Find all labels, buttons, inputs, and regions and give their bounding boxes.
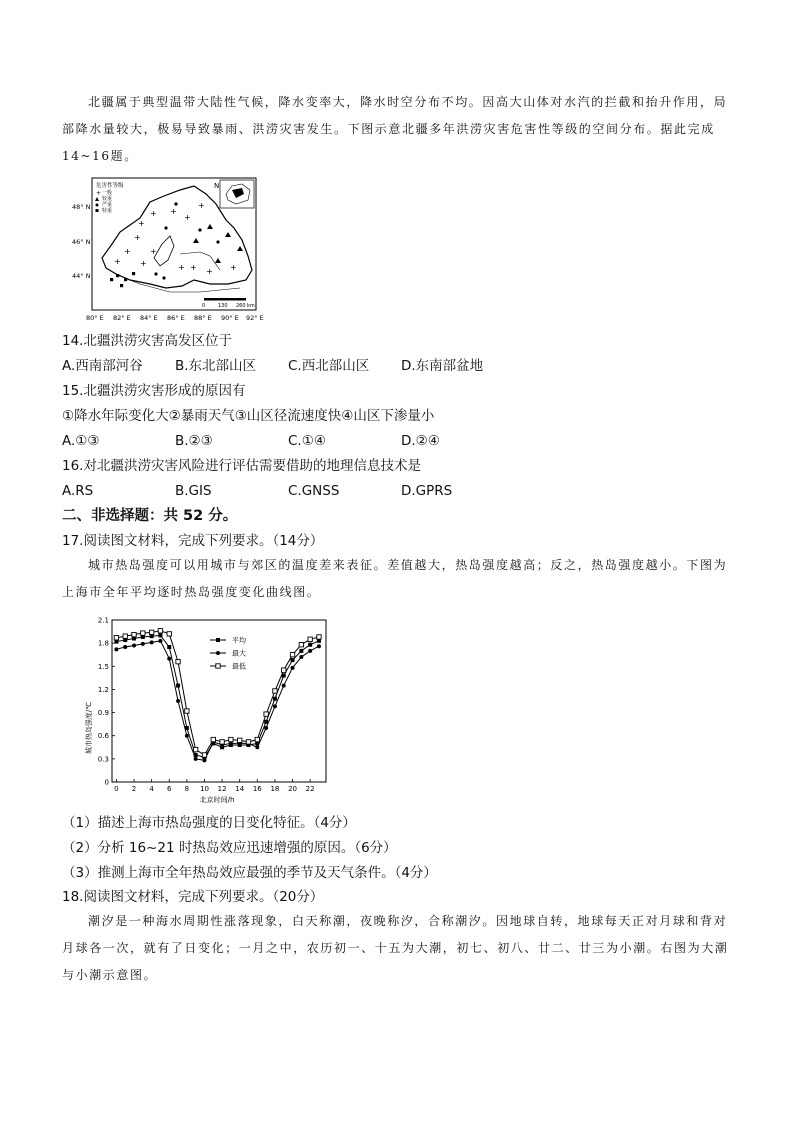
x-tick-label: 10	[200, 785, 209, 793]
data-point	[193, 747, 197, 751]
data-point	[141, 631, 145, 635]
q15-option-d[interactable]: D.②④	[401, 433, 440, 449]
data-point	[167, 657, 171, 661]
x-tick-label: 2	[131, 785, 137, 793]
data-point	[167, 632, 171, 636]
q15-options	[62, 431, 732, 451]
y-tick-label: 0.9	[97, 709, 109, 718]
data-point	[123, 645, 127, 649]
svg-text:+: +	[150, 247, 157, 256]
y-tick-label: 1.5	[97, 662, 109, 671]
q16-option-d[interactable]: D.GPRS	[401, 483, 453, 499]
data-point	[255, 745, 259, 749]
x-tick-label: 22	[305, 785, 315, 793]
q16-option-c[interactable]: C.GNSS	[288, 483, 340, 499]
svg-text:+: +	[134, 233, 141, 242]
x-tick-label: 18	[270, 785, 280, 793]
x-tick-label: 20	[288, 785, 297, 793]
data-point	[158, 639, 162, 643]
svg-text:+: +	[140, 259, 147, 268]
series-3	[114, 629, 321, 758]
map-legend-title: 危害性等级	[96, 183, 124, 189]
lon-84: 84° E	[140, 314, 158, 322]
section-heading: 二、非选择题：共 52 分。	[62, 508, 238, 524]
data-point	[273, 689, 277, 693]
svg-text:+: +	[178, 263, 185, 272]
x-tick-label: 16	[252, 785, 262, 793]
data-point	[290, 653, 294, 657]
svg-text:+: +	[124, 247, 131, 256]
svg-text:+: +	[190, 263, 197, 272]
q14-stem: 14.北疆洪涝灾害高发区位于	[62, 333, 232, 349]
y-tick-label: 2.1	[97, 616, 109, 625]
q15-option-b[interactable]: B.②③	[175, 433, 213, 449]
data-point	[211, 737, 215, 741]
data-point	[308, 649, 312, 653]
q16-stem: 16.对北疆洪涝灾害风险进行评估需要借助的地理信息技术是	[62, 458, 421, 474]
q17-sub3: （3）推测上海市全年热岛效应最强的季节及天气条件。（4分）	[62, 865, 437, 881]
q14-option-a[interactable]: A.西南部河谷	[62, 358, 143, 374]
q16-option-b[interactable]: B.GIS	[175, 483, 212, 499]
data-point	[114, 647, 118, 651]
data-point	[299, 642, 303, 646]
data-point	[176, 699, 180, 703]
q14-options	[62, 356, 732, 376]
y-tick-label: 1.8	[97, 639, 109, 648]
x-tick-label: 4	[149, 785, 154, 793]
data-point	[317, 644, 321, 648]
data-point	[132, 632, 136, 636]
chart-ylabel: 城市热岛强度/℃	[85, 701, 93, 755]
lat-46: 46° N	[72, 238, 91, 246]
data-point	[273, 704, 277, 708]
lon-80: 80° E	[86, 314, 104, 322]
north-arrow: N	[214, 182, 220, 190]
svg-text:+: +	[138, 219, 145, 228]
svg-text:+: +	[170, 207, 177, 216]
data-point	[237, 738, 241, 742]
q15-stem: 15.北疆洪涝灾害形成的原因有	[62, 383, 246, 399]
svg-text:+: +	[230, 263, 237, 272]
q14-option-c[interactable]: C.西北部山区	[288, 358, 370, 374]
lon-82: 82° E	[113, 314, 131, 322]
svg-text:+: +	[184, 213, 191, 222]
data-point	[176, 684, 180, 688]
x-tick-label: 12	[217, 785, 227, 793]
heat-island-chart	[80, 612, 340, 808]
data-point	[194, 757, 198, 761]
lon-90: 90° E	[221, 314, 239, 322]
x-tick-label: 14	[235, 785, 245, 793]
data-point	[220, 740, 224, 744]
lat-44: 44° N	[72, 272, 91, 280]
data-point	[114, 636, 118, 640]
y-tick-label: 0.3	[97, 755, 109, 764]
data-point	[202, 753, 206, 757]
q16-options	[62, 481, 732, 501]
flood-hazard-map	[72, 174, 270, 324]
series-line	[116, 631, 319, 755]
intro-paragraph: 北疆属于典型温带大陆性气候，降水变率大，降水时空分布不均。因高大山体对水汽的拦截和抬升作用，局部降水量较大，极易导致暴雨、洪涝灾害发生。下图示意北疆多年洪涝灾害危害性等级的空间分布。据此完成14~16题。	[62, 95, 728, 163]
legend-marker	[216, 664, 220, 668]
legend-label: 平均	[232, 636, 246, 645]
legend-label: 最低	[232, 662, 246, 671]
scale-unit: km	[247, 303, 255, 309]
data-point	[185, 709, 189, 713]
legend-item-2: 较重	[102, 196, 113, 202]
data-point	[149, 630, 153, 634]
data-point	[264, 720, 268, 724]
data-point	[229, 737, 233, 741]
data-point	[246, 740, 250, 744]
q14-option-b[interactable]: B.东北部山区	[175, 358, 257, 374]
q17-sub1: （1）描述上海市热岛强度的日变化特征。（4分）	[62, 815, 356, 831]
x-tick-label: 0	[114, 785, 119, 793]
data-point	[185, 734, 189, 738]
q16-option-a[interactable]: A.RS	[62, 483, 94, 499]
data-point	[123, 634, 127, 638]
legend-item-1: 一般	[102, 190, 113, 196]
data-point	[273, 697, 277, 701]
q15-option-c[interactable]: C.①④	[288, 433, 326, 449]
q15-option-a[interactable]: A.①③	[62, 433, 100, 449]
x-tick-label: 6	[167, 785, 172, 793]
scale-0: 0	[202, 303, 206, 309]
data-point	[264, 712, 268, 716]
data-point	[299, 655, 303, 659]
lat-48: 48° N	[72, 203, 91, 211]
q14-option-d[interactable]: D.东南部盆地	[401, 358, 484, 374]
data-point	[141, 642, 145, 646]
q17-stem: 17.阅读图文材料，完成下列要求。（14分）	[62, 533, 324, 549]
svg-text:+: +	[198, 201, 205, 210]
legend-label: 最大	[232, 649, 246, 658]
data-point	[291, 658, 295, 662]
legend-item-4: 特重	[102, 208, 113, 214]
lon-86: 86° E	[167, 314, 185, 322]
data-point	[299, 649, 303, 653]
chart-xlabel: 北京时间/h	[199, 796, 235, 804]
q17-material: 城市热岛强度可以用城市与郊区的温度差来表征。差值越大，热岛强度越高；反之，热岛强度越小。下图为上海市全年平均逐时热岛强度变化曲线图。	[62, 558, 728, 599]
data-point	[158, 629, 162, 633]
data-point	[317, 635, 321, 639]
x-tick-label: 8	[184, 785, 190, 793]
y-tick-label: 0	[104, 778, 109, 787]
y-tick-label: 1.2	[97, 685, 109, 694]
svg-text:+: +	[150, 209, 157, 218]
data-point	[167, 645, 171, 649]
svg-text:+: +	[114, 257, 121, 266]
data-point	[202, 758, 206, 762]
data-point	[132, 643, 136, 647]
data-point	[176, 659, 180, 663]
scale-260: 260	[236, 303, 246, 309]
data-point	[282, 684, 286, 688]
data-point	[158, 633, 162, 637]
data-point	[264, 726, 268, 730]
scale-130: 130	[218, 303, 228, 309]
svg-text:+: +	[96, 190, 102, 197]
data-point	[150, 640, 154, 644]
data-point	[308, 637, 312, 641]
q18-stem: 18.阅读图文材料，完成下列要求。（20分）	[62, 889, 324, 905]
data-point	[291, 666, 295, 670]
data-point	[255, 737, 259, 741]
legend-marker	[216, 651, 220, 655]
data-point	[308, 643, 312, 647]
legend-marker	[216, 638, 220, 642]
q17-sub2: （2）分析 16~21 时热岛效应迅速增强的原因。（6分）	[62, 840, 397, 856]
q15-items: ①降水年际变化大②暴雨天气③山区径流速度快④山区下渗量小	[62, 408, 435, 424]
lon-88: 88° E	[194, 314, 212, 322]
y-tick-label: 0.6	[97, 732, 109, 741]
q18-material: 潮汐是一种海水周期性涨落现象，白天称潮，夜晚称汐，合称潮汐。因地球自转，地球每天正对月球和背对月球各一次，就有了日变化；一月之中，农历初一、十五为大潮，初七、初八、廿二、廿三为小潮。右图为大潮与小潮示意图。	[62, 914, 729, 982]
svg-text:+: +	[206, 267, 213, 276]
series-line	[116, 641, 319, 761]
data-point	[282, 668, 286, 672]
lon-92: 92° E	[246, 314, 264, 322]
legend-item-3: 严重	[102, 202, 113, 208]
